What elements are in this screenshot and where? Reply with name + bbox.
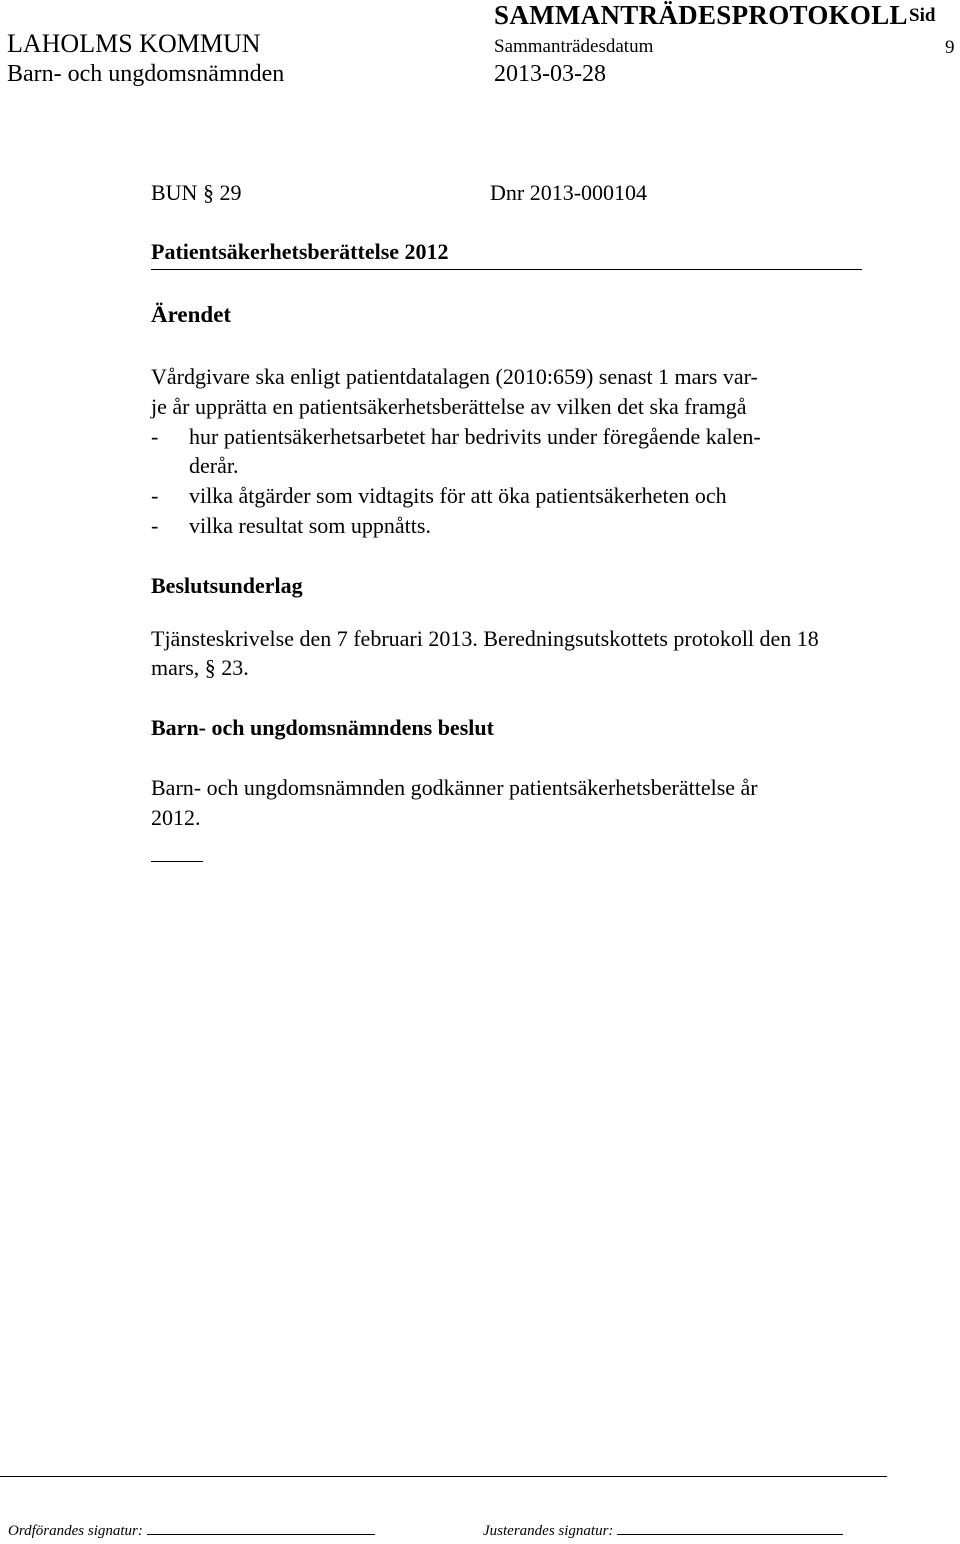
bullet-dash: - [151, 424, 159, 449]
adjuster-signature-label: Justerandes signatur: [483, 1523, 614, 1539]
decision-line-1: Barn- och ungdomsnämnden godkänner patientsäkerhetsberättelse år [151, 775, 758, 800]
diary-number: Dnr 2013-000104 [490, 180, 648, 205]
page-label: Sid [909, 5, 936, 26]
end-of-section-rule [151, 861, 203, 862]
matter-line-1: Vårdgivare ska enligt patientdatalagen (2010:659) senast 1 mars var- [151, 364, 758, 389]
bullet-1-line-2: derår. [189, 453, 239, 478]
bullet-2: vilka åtgärder som vidtagits för att öka patientsäkerheten och [189, 483, 727, 508]
subject-underline [151, 269, 862, 270]
case-paragraph: BUN § 29 [151, 180, 242, 205]
bullet-1-line-1: hur patientsäkerhetsarbetet har bedrivits under föregående kalen- [189, 424, 761, 449]
adjuster-signature [483, 1520, 843, 1540]
board-name: Barn- och ungdomsnämnden [7, 61, 285, 87]
bullet-3: vilka resultat som uppnåtts. [189, 513, 431, 538]
chair-signature-line[interactable] [147, 1520, 375, 1535]
chair-signature-label: Ordförandes signatur: [8, 1523, 143, 1539]
chair-signature [8, 1520, 375, 1540]
document-type: SAMMANTRÄDESPROTOKOLL [494, 0, 908, 30]
basis-line-2: mars, § 23. [151, 655, 249, 680]
basis-heading: Beslutsunderlag [151, 573, 303, 598]
page-number: 9 [945, 37, 955, 58]
meeting-date: 2013-03-28 [494, 61, 606, 87]
bullet-dash: - [151, 513, 159, 538]
matter-heading: Ärendet [151, 302, 232, 327]
meeting-date-label: Sammanträdesdatum [494, 36, 654, 57]
decision-heading: Barn- och ungdomsnämndens beslut [151, 715, 494, 740]
matter-line-2: je år upprätta en patientsäkerhetsberättelse av vilken det ska framgå [151, 394, 747, 419]
case-subject: Patientsäkerhetsberättelse 2012 [151, 239, 449, 264]
adjuster-signature-line[interactable] [617, 1520, 843, 1535]
footer-rule [0, 1476, 887, 1477]
bullet-dash: - [151, 483, 159, 508]
municipality-name: LAHOLMS KOMMUN [7, 29, 261, 58]
basis-line-1: Tjänsteskrivelse den 7 februari 2013. Beredningsutskottets protokoll den 18 [151, 626, 819, 651]
decision-line-2: 2012. [151, 805, 201, 830]
